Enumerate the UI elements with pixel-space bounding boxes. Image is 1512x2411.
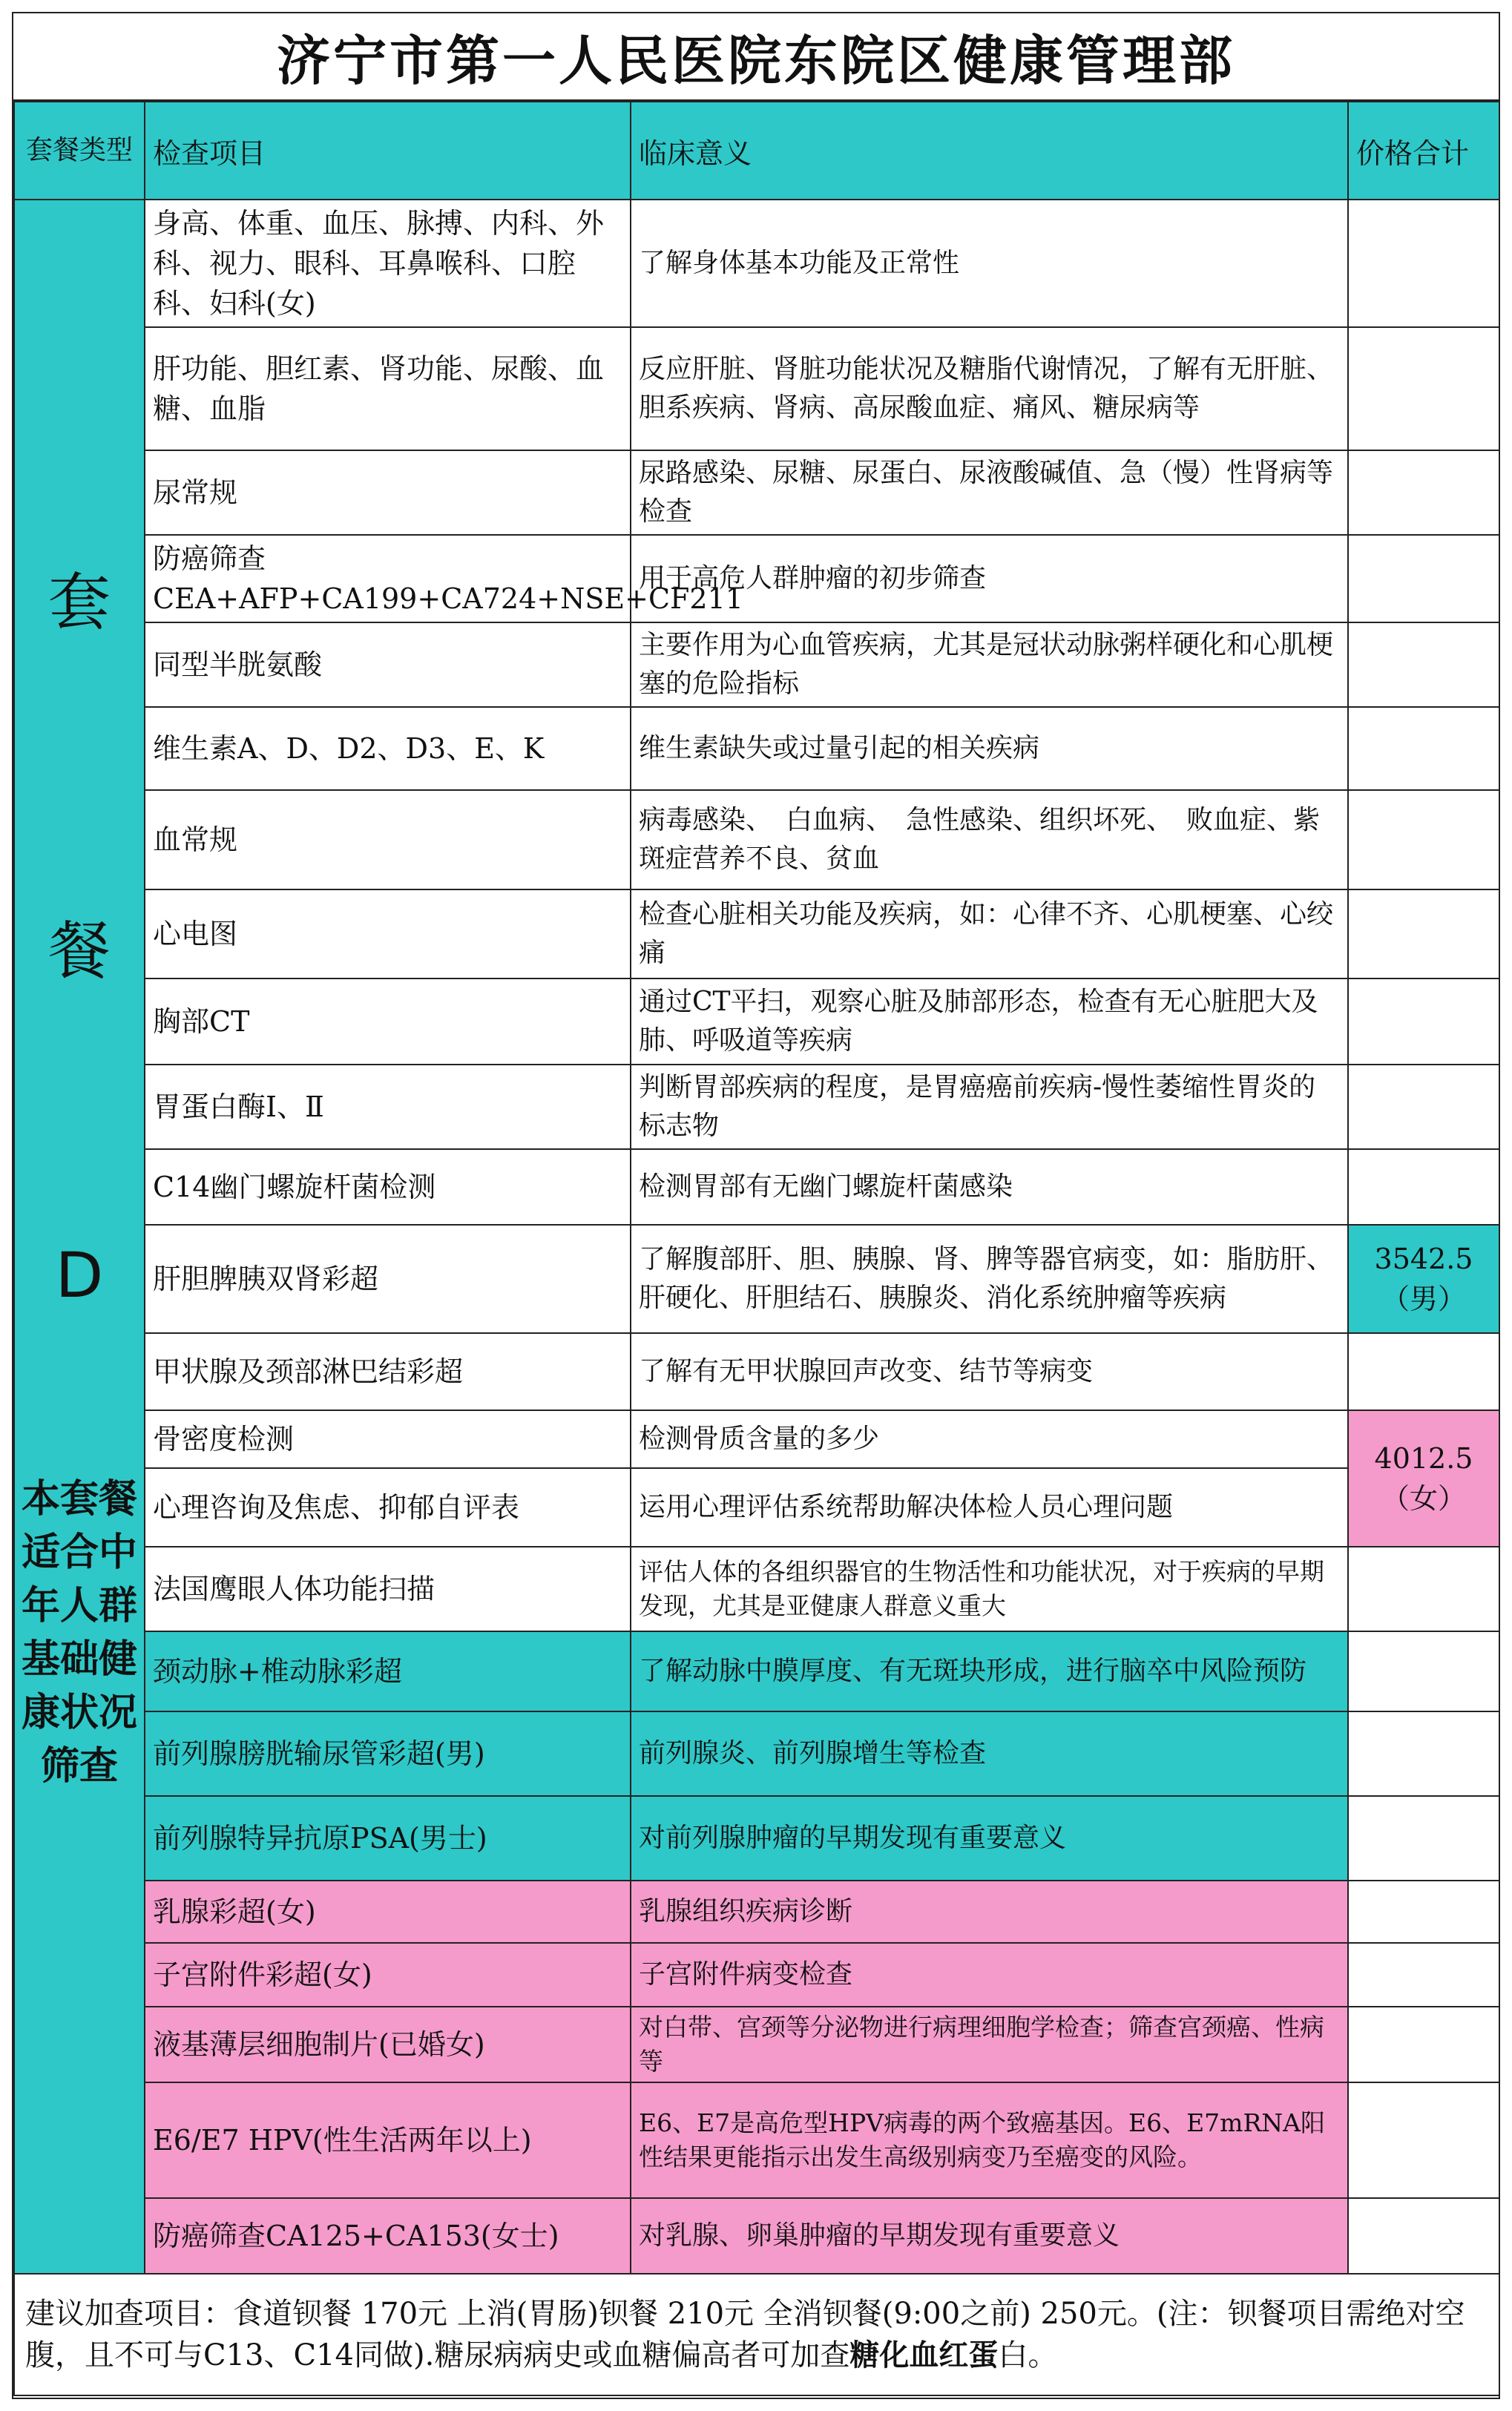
package-char-2: 餐 — [47, 915, 111, 987]
price-cell-empty — [1348, 978, 1499, 1065]
table-row — [14, 1881, 1499, 1943]
meaning-cell: 了解动脉中膜厚度、有无斑块形成，进行脑卒中风险预防 — [631, 1631, 1348, 1711]
price-cell-empty — [1348, 790, 1499, 889]
header-package-type: 套餐类型 — [14, 102, 145, 200]
price-cell-empty — [1348, 1149, 1499, 1225]
table-row — [14, 2082, 1499, 2198]
item-cell: 肝胆脾胰双肾彩超 — [145, 1225, 631, 1333]
price-cell-empty — [1348, 1065, 1499, 1149]
item-cell: 身高、体重、血压、脉搏、内科、外科、视力、眼科、耳鼻喉科、口腔科、妇科(女) — [145, 200, 631, 327]
item-cell: 液基薄层细胞制片(已婚女) — [145, 2007, 631, 2082]
meaning-cell: 乳腺组织疾病诊断 — [631, 1881, 1348, 1943]
item-cell: 尿常规 — [145, 450, 631, 535]
table-row — [14, 1796, 1499, 1881]
meaning-cell: 尿路感染、尿糖、尿蛋白、尿液酸碱值、急（慢）性肾病等检查 — [631, 450, 1348, 535]
meaning-cell: 运用心理评估系统帮助解决体检人员心理问题 — [631, 1468, 1348, 1547]
item-cell: 维生素A、D、D2、D3、E、K — [145, 707, 631, 790]
price-cell-empty — [1348, 327, 1499, 450]
additional-items-note — [14, 2274, 1499, 2395]
price-female-value: 4012.5 — [1374, 1442, 1473, 1475]
item-cell: 心理咨询及焦虑、抑郁自评表 — [145, 1468, 631, 1547]
meaning-cell: 了解有无甲状腺回声改变、结节等病变 — [631, 1333, 1348, 1410]
price-cell-empty — [1348, 2082, 1499, 2198]
table-row — [14, 790, 1499, 889]
item-cell: 同型半胱氨酸 — [145, 622, 631, 707]
meaning-cell: 对白带、宫颈等分泌物进行病理细胞学检查；筛查宫颈癌、性病等 — [631, 2007, 1348, 2082]
package-table — [13, 101, 1500, 2396]
item-cell: 胃蛋白酶Ⅰ、Ⅱ — [145, 1065, 631, 1149]
item-cell: 心电图 — [145, 889, 631, 978]
meaning-cell: 对乳腺、卵巢肿瘤的早期发现有重要意义 — [631, 2198, 1348, 2274]
header-items: 检查项目 — [145, 102, 631, 200]
table-row — [14, 1410, 1499, 1468]
price-cell-empty — [1348, 200, 1499, 327]
price-male-label: （男） — [1381, 1283, 1466, 1315]
item-cell: 胸部CT — [145, 978, 631, 1065]
meaning-cell: 通过CT平扫，观察心脏及肺部形态，检查有无心脏肥大及肺、呼吸道等疾病 — [631, 978, 1348, 1065]
table-row — [14, 1943, 1499, 2007]
table-row — [14, 1065, 1499, 1149]
table-row — [14, 1333, 1499, 1410]
item-cell: 甲状腺及颈部淋巴结彩超 — [145, 1333, 631, 1410]
meaning-cell: 评估人体的各组织器官的生物活性和功能状况，对于疾病的早期发现，尤其是亚健康人群意义重大 — [631, 1547, 1348, 1631]
price-cell-empty — [1348, 2198, 1499, 2274]
package-char-3: D — [55, 1239, 104, 1312]
meaning-cell: 子宫附件病变检查 — [631, 1943, 1348, 2007]
item-cell: 颈动脉+椎动脉彩超 — [145, 1631, 631, 1711]
table-row — [14, 1149, 1499, 1225]
note-tail-text: 白。 — [998, 2338, 1058, 2372]
price-cell-empty — [1348, 1333, 1499, 1410]
table-row — [14, 889, 1499, 978]
meaning-cell: 用于高危人群肿瘤的初步筛查 — [631, 535, 1348, 622]
table-row — [14, 535, 1499, 622]
table-row — [14, 622, 1499, 707]
price-cell-empty — [1348, 2007, 1499, 2082]
header-price: 价格合计 — [1348, 102, 1499, 200]
item-cell: 法国鹰眼人体功能扫描 — [145, 1547, 631, 1631]
price-cell-empty — [1348, 1711, 1499, 1796]
table-row — [14, 450, 1499, 535]
table-row — [14, 327, 1499, 450]
header-meaning: 临床意义 — [631, 102, 1348, 200]
meaning-cell: 反应肝脏、肾脏功能状况及糖脂代谢情况，了解有无肝脏、胆系疾病、肾病、高尿酸血症、痛风、糖尿病等 — [631, 327, 1348, 450]
meaning-cell: 病毒感染、 白血病、 急性感染、组织坏死、 败血症、紫斑症营养不良、贫血 — [631, 790, 1348, 889]
price-cell-empty — [1348, 707, 1499, 790]
table-row — [14, 2007, 1499, 2082]
health-package-sheet — [12, 12, 1500, 2399]
meaning-cell: 检测胃部有无幽门螺旋杆菌感染 — [631, 1149, 1348, 1225]
page-title: 济宁市第一人民医院东院区健康管理部 — [13, 13, 1499, 101]
item-cell: 防癌筛查CEA+AFP+CA199+CA724+NSE+CF211 — [145, 535, 631, 622]
price-cell-empty — [1348, 535, 1499, 622]
table-row — [14, 2198, 1499, 2274]
price-cell-empty — [1348, 1881, 1499, 1943]
price-cell-empty — [1348, 1547, 1499, 1631]
meaning-cell: 检查心脏相关功能及疾病，如：心律不齐、心肌梗塞、心绞痛 — [631, 889, 1348, 978]
item-cell: 前列腺特异抗原PSA(男士) — [145, 1796, 631, 1881]
price-cell-empty — [1348, 1943, 1499, 2007]
item-cell: 防癌筛查CA125+CA153(女士) — [145, 2198, 631, 2274]
meaning-cell: 前列腺炎、前列腺增生等检查 — [631, 1711, 1348, 1796]
item-cell: 乳腺彩超(女) — [145, 1881, 631, 1943]
meaning-cell: E6、E7是高危型HPV病毒的两个致癌基因。E6、E7mRNA阳性结果更能指示出发生高级别病变乃至癌变的风险。 — [631, 2082, 1348, 2198]
table-row — [14, 978, 1499, 1065]
table-row — [14, 1631, 1499, 1711]
item-cell: E6/E7 HPV(性生活两年以上) — [145, 2082, 631, 2198]
item-cell: 肝功能、胆红素、肾功能、尿酸、血糖、血脂 — [145, 327, 631, 450]
item-cell: 血常规 — [145, 790, 631, 889]
note-row — [14, 2274, 1499, 2395]
table-row — [14, 1468, 1499, 1547]
meaning-cell: 维生素缺失或过量引起的相关疾病 — [631, 707, 1348, 790]
item-cell: 前列腺膀胱输尿管彩超(男) — [145, 1711, 631, 1796]
table-header-row — [14, 102, 1499, 200]
price-cell-empty — [1348, 450, 1499, 535]
price-cell-empty — [1348, 889, 1499, 978]
price-male-value: 3542.5 — [1374, 1243, 1473, 1275]
price-cell-empty — [1348, 1796, 1499, 1881]
package-description: 本套餐适合中年人群基础健康状况筛查 — [21, 1477, 137, 1789]
meaning-cell: 判断胃部疾病的程度，是胃癌癌前疾病-慢性萎缩性胃炎的标志物 — [631, 1065, 1348, 1149]
package-char-1: 套 — [47, 566, 111, 639]
item-cell: C14幽门螺旋杆菌检测 — [145, 1149, 631, 1225]
price-female — [1348, 1410, 1499, 1547]
table-row — [14, 1225, 1499, 1333]
package-table-wrapper — [13, 101, 1499, 2396]
price-female-label: （女） — [1381, 1482, 1466, 1515]
table-row — [14, 200, 1499, 327]
price-cell-empty — [1348, 622, 1499, 707]
meaning-cell: 了解腹部肝、胆、胰腺、肾、脾等器官病变，如：脂肪肝、肝硬化、肝胆结石、胰腺炎、消化系统肿瘤等疾病 — [631, 1225, 1348, 1333]
table-row — [14, 707, 1499, 790]
meaning-cell: 对前列腺肿瘤的早期发现有重要意义 — [631, 1796, 1348, 1881]
table-row — [14, 1711, 1499, 1796]
item-cell: 骨密度检测 — [145, 1410, 631, 1468]
price-cell-empty — [1348, 1631, 1499, 1711]
meaning-cell: 了解身体基本功能及正常性 — [631, 200, 1348, 327]
note-bold-text: 糖化血红蛋 — [849, 2338, 999, 2372]
item-cell: 子宫附件彩超(女) — [145, 1943, 631, 2007]
meaning-cell: 检测骨质含量的多少 — [631, 1410, 1348, 1468]
meaning-cell: 主要作用为心血管疾病，尤其是冠状动脉粥样硬化和心肌梗塞的危险指标 — [631, 622, 1348, 707]
note-text: 建议加查项目：食道钡餐 170元 上消(胃肠)钡餐 210元 全消钡餐(9:00之前) 250元。(注：钡餐项目需绝对空腹，且不可与C13、C14同做).糖尿病病史或血糖偏高者可加查 — [25, 2297, 1465, 2372]
table-row — [14, 1547, 1499, 1631]
package-side-cell — [14, 200, 145, 2274]
price-male — [1348, 1225, 1499, 1333]
